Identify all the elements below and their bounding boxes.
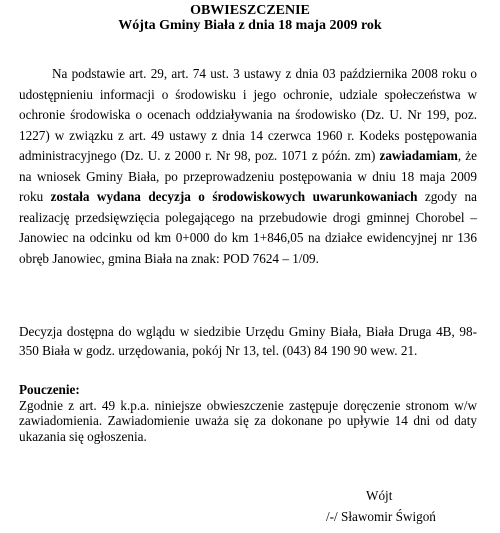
document-subtitle: Wójta Gminy Biała z dnia 18 maja 2009 rok xyxy=(118,18,382,33)
main-paragraph-decision-bold: została wydana decyzja o środowiskowych uwarunkowaniach xyxy=(50,189,418,204)
signature-name: /-/ Sławomir Świgoń xyxy=(326,509,436,524)
availability-paragraph: Decyzja dostępna do wglądu w siedzibie Urzędu Gminy Biała, Biała Druga 4B, 98-350 Biała w godz. urzędowania, pokój Nr 13, tel. (043) 84 190 90 wew. 21. xyxy=(19,324,477,358)
notice-text: Zgodnie z art. 49 k.p.a. niniejsze obwieszczenie zastępuje doręczenie stronom w/w zawiadomienia. Zawiadomienie uważa się za dokonane po upływie 14 dni od daty ukazania się ogłoszenia. xyxy=(19,397,477,444)
notice-heading: Pouczenie: xyxy=(19,382,80,397)
main-paragraph xyxy=(19,64,477,269)
main-paragraph-part-3: zgody na realizację przedsięwzięcia polegającego na przebudowie drogi gminnej Chorobel – Janowiec na odcinku od km 0+000 do km 1+846,05 na działce ewidencyjnej nr 136 obręb Janowiec, gmina Biała na znak: POD 7624 – 1/09. xyxy=(19,189,477,266)
main-paragraph-part-1: Na podstawie art. 29, art. 74 ust. 3 ustawy z dnia 03 października 2008 roku o udostępnieniu informacji o środowisku i jego ochronie, udziale społeczeństwa w ochronie środowiska o ocenach oddziaływania na środowisko (Dz. U. Nr 199, poz. 1227) w związku z art. 49 ustawy z dnia 14 czerwca 1960 r. Kodeks postępowania administracyjnego (Dz. U. z 2000 r. Nr 98, poz. 1071 z późn. zm) xyxy=(19,66,477,163)
main-paragraph-part-2: , że na wniosek Gminy Biała, po przeprowadzeniu postępowania w dniu 18 maja 2009 roku xyxy=(19,148,477,204)
signature-role: Wójt xyxy=(366,488,393,503)
document-title: OBWIESZCZENIE xyxy=(190,3,310,18)
main-paragraph-notify-bold: zawiadamiam xyxy=(379,148,458,163)
notice-block xyxy=(19,382,477,444)
